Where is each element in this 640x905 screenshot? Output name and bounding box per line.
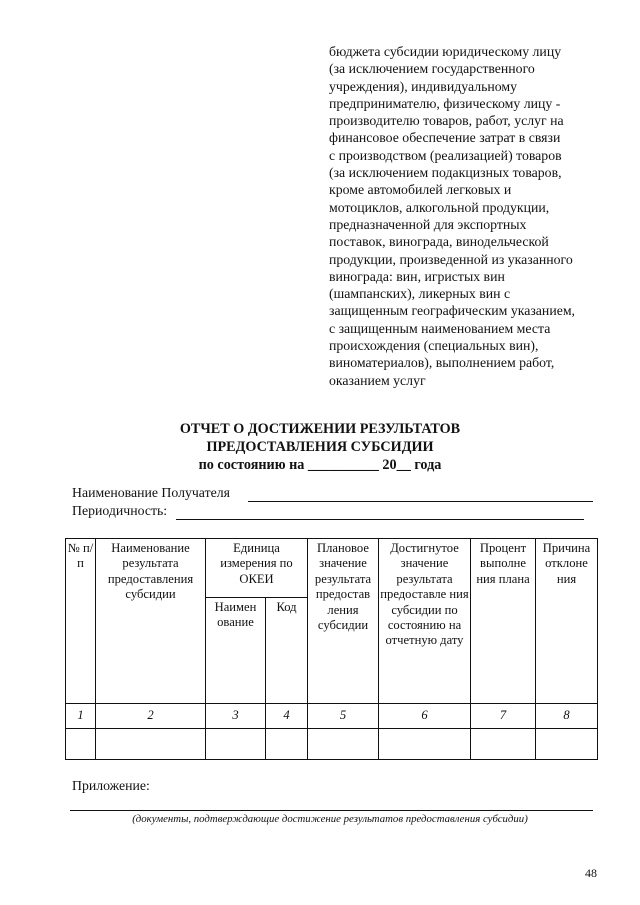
header-unit-code: Код — [266, 598, 308, 704]
header-line: предпринимателю, физическому лицу - — [329, 95, 561, 111]
column-number: 3 — [206, 704, 266, 729]
header-line: учреждения), индивидуальному — [329, 78, 518, 94]
header-line: поставок, винограда, винодельческой — [329, 234, 549, 250]
header-paragraph — [329, 43, 619, 389]
header-line: предназначенной для экспортных — [329, 216, 527, 232]
title-date-line: по состоянию на __________ 20__ года — [198, 457, 442, 473]
header-line: с производством (реализацией) товаров — [329, 147, 562, 163]
report-table — [65, 538, 598, 760]
column-number: 1 — [66, 704, 96, 729]
header-line: мотоциклов, алкогольной продукции, — [329, 199, 550, 215]
header-line: происхождения (специальных вин), — [329, 338, 539, 354]
header-line: (шампанских), ликерных вин с — [329, 286, 511, 302]
header-unit-name: Наимен ование — [206, 598, 266, 704]
header-line: финансовое обеспечение затрат в связи — [329, 130, 561, 146]
column-number: 2 — [96, 704, 206, 729]
header-line: продукции, произведенной из указанного — [329, 251, 573, 267]
title-line-2: ПРЕДОСТАВЛЕНИЯ СУБСИДИИ — [206, 439, 434, 455]
recipient-label: Наименование Получателя — [72, 485, 230, 500]
attachment-caption: (документы, подтверждающие достижение результатов предоставления субсидии) — [132, 813, 528, 825]
table-cell[interactable] — [536, 729, 598, 760]
header-line: производителю товаров, работ, услуг на — [329, 113, 564, 129]
attachment-label: Приложение: — [72, 778, 150, 793]
table-cell[interactable] — [266, 729, 308, 760]
header-line: винограда: вин, игристых вин — [329, 268, 505, 284]
header-result-name: Наименование результата предоставления субсидии — [96, 539, 206, 704]
header-line: кроме автомобилей легковых и — [329, 182, 512, 198]
recipient-input[interactable] — [248, 501, 593, 502]
column-number: 5 — [308, 704, 379, 729]
periodicity-input[interactable] — [176, 519, 584, 520]
header-unit: Единица измерения по ОКЕИ — [206, 539, 308, 598]
table-cell[interactable] — [379, 729, 471, 760]
header-line: (за исключением государственного — [329, 61, 535, 77]
table-cell[interactable] — [471, 729, 536, 760]
header-line: оказанием услуг — [329, 372, 426, 388]
table-cell[interactable] — [206, 729, 266, 760]
column-number: 6 — [379, 704, 471, 729]
table-cell[interactable] — [96, 729, 206, 760]
periodicity-label: Периодичность: — [72, 503, 168, 518]
table-row — [66, 729, 598, 760]
header-planned: Плановое значение результата предостав ления субсидии — [308, 539, 379, 704]
column-number-row — [66, 704, 598, 729]
page-number: 48 — [585, 866, 597, 880]
header-line: виноматериалов), выполнением работ, — [329, 355, 555, 371]
header-line: защищенным географическим указанием, — [329, 303, 576, 319]
report-title — [0, 420, 640, 474]
attachment-line — [70, 810, 593, 811]
table-cell[interactable] — [308, 729, 379, 760]
header-achieved: Достигнутое значение результата предоставле ния субсидии по состоянию на отчетную дату — [379, 539, 471, 704]
column-number: 8 — [536, 704, 598, 729]
header-num: № п/п — [66, 539, 96, 704]
column-number: 4 — [266, 704, 308, 729]
header-reason: Причина отклоне ния — [536, 539, 598, 704]
header-line: (за исключением подакцизных товаров, — [329, 165, 562, 181]
table-cell[interactable] — [66, 729, 96, 760]
header-percent: Процент выполне ния плана — [471, 539, 536, 704]
title-line-1: ОТЧЕТ О ДОСТИЖЕНИИ РЕЗУЛЬТАТОВ — [179, 421, 461, 437]
header-line: бюджета субсидии юридическому лицу — [329, 44, 562, 59]
column-number: 7 — [471, 704, 536, 729]
header-line: с защищенным наименованием места — [329, 320, 551, 336]
